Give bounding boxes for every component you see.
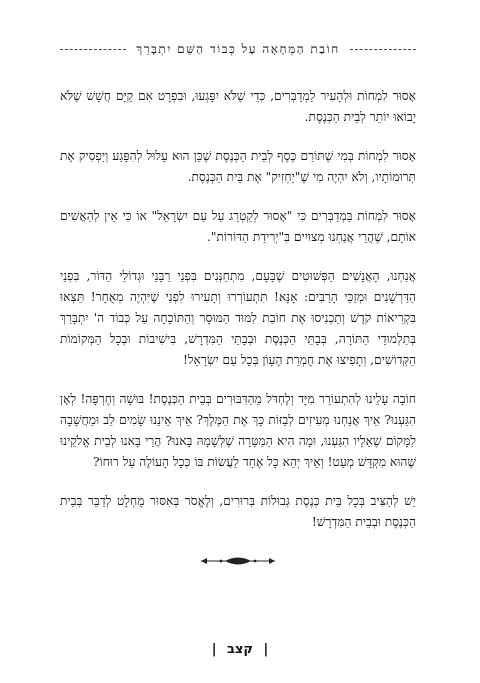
header-rule-right xyxy=(350,49,416,50)
paragraph-6: יֵשׁ לְהַצִּיב בְּכָל בֵּית כְּנֶסֶת גְּבוּלוֹת בְּרוּרִים, וְלֶאֱסֹר בְּאִסּוּר מֻחְלָט לְדַבֵּר בְּבֵית הַכְּנֶסֶת וּבְבֵית הַמִּדְרָשׁ! xyxy=(60,494,416,529)
footer-bar-left: | xyxy=(211,642,217,657)
header-title: חוֹבַת הַמְּחָאָה עַל כְּבוֹד הַשֵּׁם יִתְבָּרֵךְ xyxy=(136,41,340,56)
paragraph-2: אָסוּר לִמְחוֹת בְּמִי שֶׁתּוֹרֵם כֶּסֶף לְבֵית הַכְּנֶסֶת שֶׁכֵּן הוּא עָלוּל לְהִפָּגַע וְיַפְסִיק אֶת תְּרוּמוֹתָיו, וְלֹא יִהְיֶה מִי שֶׁ"יַחְזִיק" אֶת בֵּית הַכְּנֶסֶת. xyxy=(60,149,416,184)
paragraph-4: אֲנַחְנוּ, הָאֲנָשִׁים הַפְּשׁוּטִים שֶׁבָּעָם, מִתְחַנְּנִים בִּפְנֵי רַבָּנֵי וּגְדוֹלֵי הַדּוֹר, בִּפְנֵי הַדַּרְשָׁנִים וּמְזַכֵּי הָרַבִּים: אָנָּא! תִּתְעוֹרְרוּ וְתָעִירוּ לִפְנֵי שֶׁיִּהְיֶה מְאֻחָר! תֵּצְאוּ בִּקְרִיאוֹת קֹדֶשׁ וְתַכְנִיסוּ אֶת חוֹבַת לִמּוּד הַמּוּסָר וְהַתּוֹכָחָה עַל כְּבוֹד ה' יִתְבָּרַךְ בְּתַלְמוּדֵי הַתּוֹרָה, בְּבָתֵּי הַכְּנֶסֶת וּבְבָתֵּי הַמִּדְרָשׁ, בִּישִׁיבוֹת וּבְכָל הַמְּקוֹמוֹת הַקְּדוֹשִׁים, וְתָפִיצוּ אֶת חֻמְרַת הֶעָוֹן בְּכָל עַם יִשְׂרָאֵל! xyxy=(60,269,416,367)
paragraph-1: אָסוּר לִמְחוֹת וּלְהָעִיר לַמְדַבְּרִים, כְּדֵי שֶׁלֹּא יִפָּגְעוּ, וּבִפְרָט אִם קַיָּם חֲשָׁשׁ שֶׁלֹּא יָבוֹאוּ יוֹתֵר לְבֵית הַכְּנֶסֶת. xyxy=(60,89,416,124)
section-divider-ornament xyxy=(60,551,416,571)
running-header xyxy=(60,40,416,58)
page-footer xyxy=(0,642,480,657)
ornament-icon xyxy=(199,554,277,568)
page-number: קצב xyxy=(227,642,253,657)
paragraph-3: אָסוּר לִמְחוֹת בַּמְדַבְּרִים כִּי "אָסוּר לְקַטְרֵג עַל עַם יִשְׂרָאֵל" אוֹ כִּי אֵין לְהַאֲשִׁים אוֹתָם, שֶׁהֲרֵי אֲנַחְנוּ מְצוּיִים בִּ"יְרִידַת הַדּוֹרוֹת". xyxy=(60,209,416,244)
footer-bar-right: | xyxy=(263,642,269,657)
paragraph-5: חוֹבָה עָלֵינוּ לְהִתְעוֹרֵר מִיָּד וְלֶחְדֹּל מֵהַדִּבּוּרִים בְּבֵית הַכְּנֶסֶת! בּוּשָׁה וְחֶרְפָּה! לְאָן הִגַּעְנוּ? אֵיךְ אֲנַחְנוּ מְעִיזִים לְבַזּוֹת כָּךְ אֶת הַמֶּלֶךְ? אֵיךְ אֵינֵנוּ שָׂמִים לֵב וּמַחֲשָׁבָה לַמָּקוֹם שֶׁאֵלָיו הִגַּעְנוּ, וּמָה הִיא הַמַּטָּרָה שֶׁלְּשָׁמָהּ בָּאנוּ? הֲרֵי בָּאנוּ לְבֵית אֱלֹקֵינוּ שֶׁהוּא מִקְדָּשׁ מְעַט! וְאֵיךְ יְהֵא כָּל אֶחָד לַעֲשׂוֹת בּוֹ כְּכָל הָעוֹלֶה עַל רוּחוֹ? xyxy=(60,392,416,469)
header-rule-left xyxy=(60,49,126,50)
